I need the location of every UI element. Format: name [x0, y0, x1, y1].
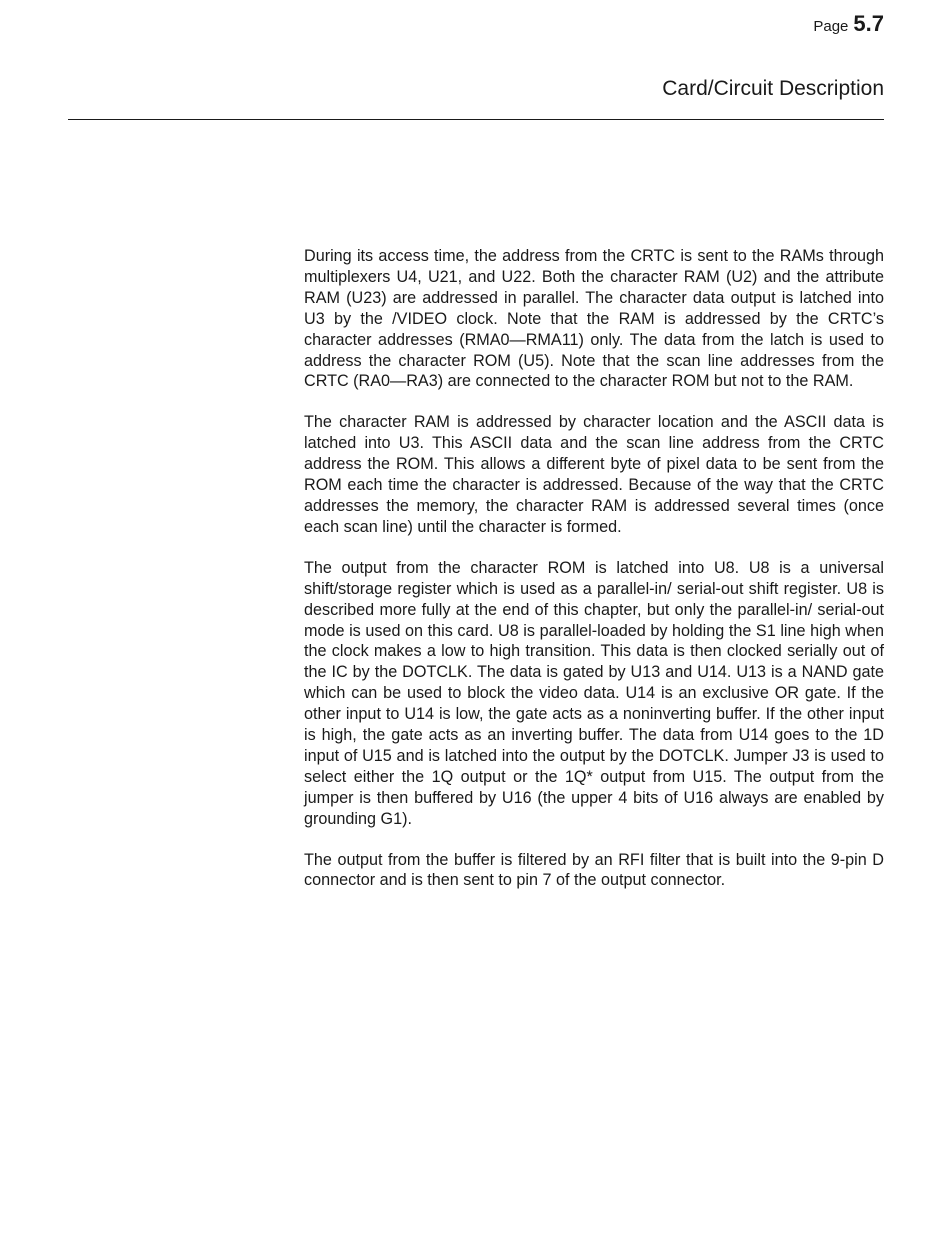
paragraph-3: The output from the character ROM is latched into U8. U8 is a universal shift/storage register which is used as a parallel-in/ serial-out shift register. U8 is described more fully at the end of this chapter, but only the parallel-in/ serial-out mode is used on this card. U8 is parallel-loaded by holding the S1 line high when the clock makes a low to high transition. This data is then clocked serially out of the IC by the DOTCLK. The data is gated by U13 and U14. U13 is a NAND gate which can be used to block the video data. U14 is an exclusive OR gate. If the other input to U14 is low, the gate acts as a noninverting buffer. If the other input is high, the gate acts as an inverting buffer. The data from U14 goes to the 1D input of U15 and is latched into the output by the DOTCLK. Jumper J3 is used to select either the 1Q output or the 1Q* output from U15. The output from the jumper is then buffered by U16 (the upper 4 bits of U16 always are enabled by grounding G1).	[304, 558, 884, 828]
paragraph-1: During its access time, the address from the CRTC is sent to the RAMs through multiplexers U4, U21, and U22. Both the character RAM (U2) and the attribute RAM (U23) are addressed in parallel. The character data output is latched into U3 by the /VIDEO clock. Note that the RAM is addressed by the CRTC’s character addresses (RMA0—RMA11) only. The data from the latch is used to address the character ROM (U5). Note that the scan line addresses from the CRTC (RA0—RA3) are connected to the character ROM but not to the RAM.	[304, 247, 884, 391]
paragraph-4: The output from the buffer is filtered by an RFI filter that is built into the 9-pin D connector and is then sent to pin 7 of the output connector.	[304, 850, 884, 890]
page-number-value: 5.7	[853, 11, 884, 36]
body-text	[304, 246, 884, 911]
page-number	[813, 13, 884, 35]
header-divider	[68, 119, 884, 120]
section-title: Card/Circuit Description	[662, 77, 884, 100]
paragraph-2: The character RAM is addressed by character location and the ASCII data is latched into U3. This ASCII data and the scan line address from the CRTC address the ROM. This allows a different byte of pixel data to be sent from the ROM each time the character is addressed. Because of the way that the CRTC addresses the memory, the character RAM is addressed several times (once each scan line) until the character is formed.	[304, 413, 884, 536]
page-label: Page	[813, 18, 849, 35]
